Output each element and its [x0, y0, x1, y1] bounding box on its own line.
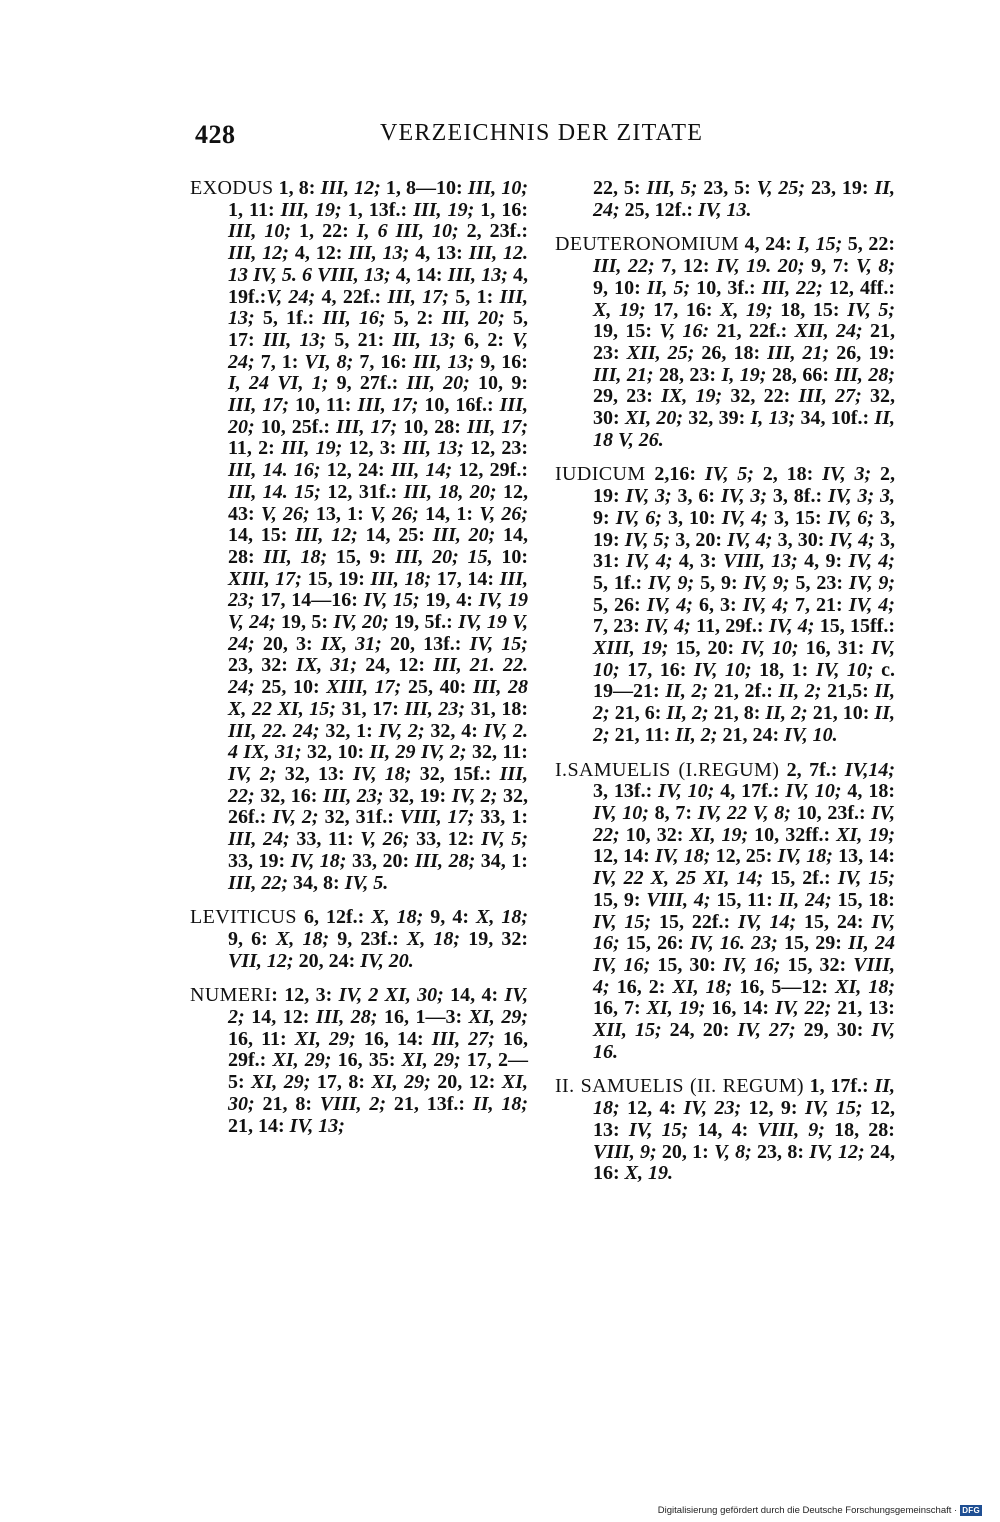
entry-references: 4, 24: I, 15; 5, 22: III, 22; 7, 12: IV, 19. 20; 9, 7: V, 8; 9, 10: II, 5; 10, 3f.: III, 22; 12, 4ff.: X, 19; 17, 16: X, 19; 18, 15: IV, 5; 19, 15: V, 16: 21, 22f.: XII, 24; 21, 23: XII, 25; 26, 18: III, 21; 26, 19: III, 21; 28, 23: I, 19; 28, 66: III, 28; 29, 23: IX, 19; 32, 22: III, 27; 32, 30: XI, 20; 32, 39: I, 13; 34, 10f.: II, 18 V, 26.: [593, 233, 896, 451]
index-entry: [555, 760, 895, 1064]
page-number: 428: [195, 120, 236, 149]
entry-references: 2, 7f.: IV,14; 3, 13f.: IV, 10; 4, 17f.: IV, 10; 4, 18: IV, 10; 8, 7: IV, 22 V, 8; 10, 23f.: IV, 22; 10, 32: XI, 19; 10, 32ff.: XI, 19; 12, 14: IV, 18; 12, 25: IV, 18; 13, 14: IV, 22 X, 25 XI, 14; 15, 2f.: IV, 15; 15, 9: VIII, 4; 15, 11: II, 24; 15, 18: IV, 15; 15, 22f.: IV, 14; 15, 24: IV, 16; 15, 26: IV, 16. 23; 15, 29: II, 24 IV, 16; 15, 30: IV, 16; 15, 32: VIII, 4; 16, 2: XI, 18; 16, 5—12: XI, 18; 16, 7: XI, 19; 16, 14: IV, 22; 21, 13: XII, 15; 24, 20: IV, 27; 29, 30: IV, 16.: [593, 758, 895, 1063]
right-column: [555, 178, 895, 1198]
index-entry: [555, 178, 895, 221]
left-column: [190, 178, 528, 1150]
running-title: VERZEICHNIS DER ZITATE: [380, 120, 704, 146]
entry-heading: I.SAMUELIS (I.REGUM): [555, 758, 780, 781]
entry-references: 1, 17f.: II, 18; 12, 4: IV, 23; 12, 9: IV, 15; 12, 13: IV, 15; 14, 4: VIII, 9; 18, 28: VIII, 9; 20, 1: V, 8; 23, 8: IV, 12; 24, 16: X, 19.: [593, 1075, 895, 1185]
dfg-logo: DFG: [962, 1506, 980, 1515]
index-entry: [555, 464, 895, 746]
entry-heading: DEUTERONOMIUM: [555, 233, 740, 256]
index-entry: [555, 1076, 895, 1185]
index-entry: [190, 907, 528, 972]
entry-references: 6, 12f.: X, 18; 9, 4: X, 18; 9, 6: X, 18; 9, 23f.: X, 18; 19, 32: VII, 12; 20, 24: IV, 20.: [228, 906, 529, 972]
index-entry: [190, 178, 528, 894]
entry-references: : 12, 3: IV, 2 XI, 30; 14, 4: IV, 2; 14, 12: III, 28; 16, 1—3: XI, 29; 16, 11: XI, 29; 16, 14: III, 27; 16, 29f.: XI, 29; 16, 35: XI, 29; 17, 2—5: XI, 29; 17, 8: XI, 29; 20, 12: XI, 30; 21, 8: VIII, 2; 21, 13f.: II, 18; 21, 14: IV, 13;: [228, 984, 528, 1137]
footer-text: Digitalisierung gefördert durch die Deutsche Forschungsgemeinschaft ·: [657, 1505, 958, 1516]
entry-heading: IUDICUM: [555, 463, 646, 486]
index-entry: [555, 234, 895, 451]
entry-heading: EXODUS: [190, 177, 274, 199]
footer: [658, 1505, 982, 1516]
entry-references: 1, 8: III, 12; 1, 8—10: III, 10; 1, 11: III, 19; 1, 13f.: III, 19; 1, 16: III, 10; 1, 22: I, 6 III, 10; 2, 23f.: III, 12; 4, 12: III, 13; 4, 13: III, 12. 13 IV, 5. 6 VIII, 13; 4, 14: III, 13; 4, 19f.:V, 24; 4, 22f.: III, 17; 5, 1: III, 13; 5, 1f.: III, 16; 5, 2: III, 20; 5, 17: III, 13; 5, 21: III, 13; 6, 2: V, 24; 7, 1: VI, 8; 7, 16: III, 13; 9, 16: I, 24 VI, 1; 9, 27f.: III, 20; 10, 9: III, 17; 10, 11: III, 17; 10, 16f.: III, 20; 10, 25f.: III, 17; 10, 28: III, 17; 11, 2: III, 19; 12, 3: III, 13; 12, 23: III, 14. 16; 12, 24: III, 14; 12, 29f.: III, 14. 15; 12, 31f.: III, 18, 20; 12, 43: V, 26; 13, 1: V, 26; 14, 1: V, 26; 14, 15: III, 12; 14, 25: III, 20; 14, 28: III, 18; 15, 9: III, 20; 15, 10: XIII, 17; 15, 19: III, 18; 17, 14: III, 23; 17, 14—16: IV, 15; 19, 4: IV, 19 V, 24; 19, 5: IV, 20; 19, 5f.: IV, 19 V, 24; 20, 3: IX, 31; 20, 13f.: IV, 15; 23, 32: IX, 31; 24, 12: III, 21. 22. 24; 25, 10: XIII, 17; 25, 40: III, 28 X, 22 XI, 15; 31, 17: III, 23; 31, 18: III, 22. 24; 32, 1: IV, 2; 32, 4: IV, 2. 4 IX, 31; 32, 10: II, 29 IV, 2; 32, 11: IV, 2; 32, 13: IV, 18; 32, 15f.: III, 22; 32, 16: III, 23; 32, 19: IV, 2; 32, 26f.: IV, 2; 32, 31f.: VIII, 17; 33, 1: III, 24; 33, 11: V, 26; 33, 12: IV, 5; 33, 19: IV, 18; 33, 20: III, 28; 34, 1: III, 22; 34, 8: IV, 5.: [228, 177, 529, 894]
entry-heading: II. SAMUELIS (II. REGUM): [555, 1075, 804, 1098]
entry-heading: NUMERI: [190, 984, 272, 1007]
entry-references: 2,16: IV, 5; 2, 18: IV, 3; 2, 19: IV, 3; 3, 6: IV, 3; 3, 8f.: IV, 3; 3, 9: IV, 6; 3, 10: IV, 4; 3, 15: IV, 6; 3, 19: IV, 5; 3, 20: IV, 4; 3, 30: IV, 4; 3, 31: IV, 4; 4, 3: VIII, 13; 4, 9: IV, 4; 5, 1f.: IV, 9; 5, 9: IV, 9; 5, 23: IV, 9; 5, 26: IV, 4; 6, 3: IV, 4; 7, 21: IV, 4; 7, 23: IV, 4; 11, 29f.: IV, 4; 15, 15ff.: XIII, 19; 15, 20: IV, 10; 16, 31: IV, 10; 17, 16: IV, 10; 18, 1: IV, 10; c. 19—21: II, 2; 21, 2f.: II, 2; 21,5: II, 2; 21, 6: II, 2; 21, 8: II, 2; 21, 10: II, 2; 21, 11: II, 2; 21, 24: IV, 10.: [593, 463, 896, 746]
entry-heading: LEVITICUS: [190, 906, 297, 929]
index-entry: [190, 985, 528, 1137]
entry-references: 22, 5: III, 5; 23, 5: V, 25; 23, 19: II, 24; 25, 12f.: IV, 13.: [593, 177, 896, 221]
